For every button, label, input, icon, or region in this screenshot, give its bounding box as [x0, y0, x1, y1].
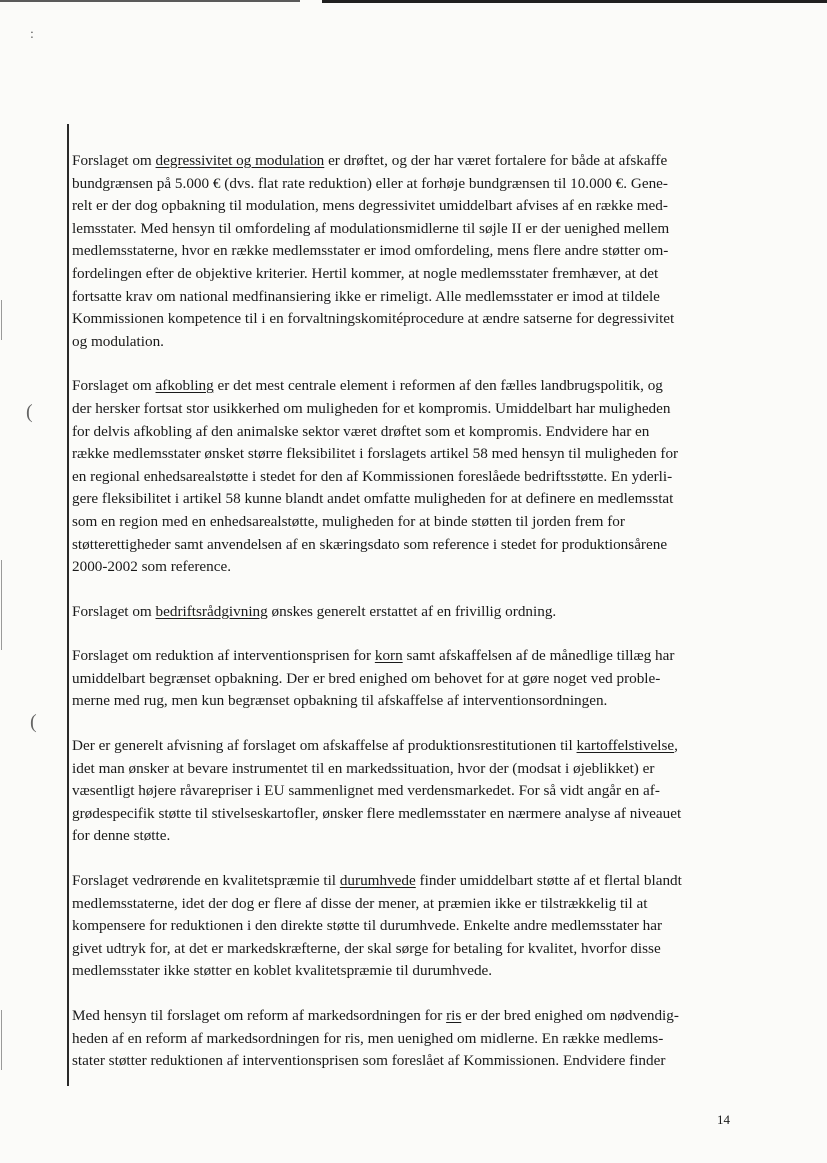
text-line — [72, 825, 742, 848]
text-segment: Forslaget vedrørende en kvalitetspræmie til — [72, 872, 340, 890]
text-line — [72, 421, 742, 444]
text-segment: Forslaget om — [72, 602, 156, 620]
text-line — [72, 960, 742, 983]
paragraph — [72, 645, 742, 713]
text-segment: Kommissionen kompetence til i en forvaltningskomitéprocedure at ændre satserne for degressivitet — [72, 310, 675, 328]
text-line — [72, 1050, 742, 1073]
text-line — [72, 870, 742, 893]
text-segment: Forslaget om — [72, 152, 156, 169]
text-line — [72, 173, 742, 196]
text-segment: støtterettigheder samt anvendelsen af en skæringsdato som reference i stedet for produktionsårene — [72, 535, 668, 553]
underlined-term: durumhvede — [339, 872, 416, 890]
text-segment: der hersker fortsat stor usikkerhed om muligheden for et kompromis. Umiddelbart har muligheden — [72, 399, 671, 417]
text-segment: for denne støtte. — [72, 827, 171, 845]
paragraph — [72, 150, 742, 353]
text-segment: for delvis afkobling af den animalske sektor været drøftet som et kompromis. Endvidere har en — [72, 422, 650, 440]
text-line — [72, 601, 742, 624]
text-segment: gere fleksibilitet i artikel 58 kunne blandt andet omfatte muligheden for at definere en medlemsstat — [72, 490, 674, 508]
text-line — [72, 938, 742, 961]
text-segment: grødespecifik støtte til stivelseskartofler, ønsker flere medlemsstater en nærmere analyse af niveauet — [72, 804, 682, 822]
text-line — [72, 466, 742, 489]
scan-left-edge-mark — [1, 300, 2, 340]
text-line — [72, 534, 742, 557]
paragraph — [72, 870, 742, 983]
text-line — [72, 735, 742, 758]
text-segment: 2000-2002 som reference. — [72, 558, 231, 576]
text-line — [72, 915, 742, 938]
text-segment: som en region med en enhedsarealstøtte, muligheden for at binde støtten til jorden frem for — [72, 512, 625, 530]
text-segment: Forslaget om — [72, 377, 156, 395]
text-line — [72, 780, 742, 803]
text-segment: idet man ønsker at bevare instrumentet til en markedssituation, hvor der (modsat i øjeblikket) er — [72, 759, 655, 777]
text-segment: medlemsstaterne, idet der dog er flere af disse der mener, at præmien ikke er tilstrækkelig til at — [72, 894, 648, 912]
text-line — [72, 398, 742, 421]
text-segment: heden af en reform af markedsordningen for ris, men uenighed om midlerne. En række medlems- — [72, 1029, 664, 1047]
text-line — [72, 286, 742, 309]
text-line — [72, 556, 742, 579]
text-line — [72, 331, 742, 354]
text-segment: er drøftet, og der har været fortalere for både at afskaffe — [324, 152, 668, 169]
paragraph — [72, 1005, 742, 1073]
text-segment: stater støtter reduktionen af interventionsprisen som foreslået af Kommissionen. Endvidere finder — [72, 1052, 666, 1070]
text-line — [72, 263, 742, 286]
text-line — [72, 308, 742, 331]
text-segment: merne med rug, men kun begrænset opbakning til afskaffelse af interventionsordningen. — [72, 692, 608, 710]
text-line — [72, 758, 742, 781]
scan-top-edge-right — [322, 0, 827, 3]
paragraph — [72, 375, 742, 578]
punch-hole-mark: ( — [30, 711, 37, 733]
text-segment: fortsatte krav om national medfinansiering ikke er rimeligt. Alle medlemsstater er imod at tildele — [72, 287, 660, 305]
text-line — [72, 668, 742, 691]
document-body — [72, 150, 742, 1095]
text-line — [72, 511, 742, 534]
text-segment: lemsstater. Med hensyn til omfordeling af modulationsmidlerne til søjle II er der uenighed mellem — [72, 219, 670, 237]
underlined-term: degressivitet og modulation — [155, 152, 325, 169]
scan-left-edge-mark — [1, 1010, 2, 1070]
scan-top-edge-left — [0, 0, 300, 2]
text-segment: en regional enhedsarealstøtte i stedet for den af Kommissionen foreslåede bedriftsstøtte. En yderli- — [72, 467, 673, 485]
text-segment: er det mest centrale element i reformen af den fælles landbrugspolitik, og — [213, 377, 663, 395]
text-segment: kompensere for reduktionen i den direkte støtte til durumhvede. Enkelte andre medlemsstater har — [72, 917, 663, 935]
text-segment: medlemsstaterne, hvor en række medlemsstater er imod omfordeling, mens flere andre støtter om- — [72, 242, 669, 260]
scan-left-edge-mark — [1, 560, 2, 650]
text-segment: medlemsstater ikke støtter en koblet kvalitetspræmie til durumhvede. — [72, 962, 493, 980]
text-line — [72, 375, 742, 398]
text-segment: bundgrænsen på 5.000 € (dvs. flat rate reduktion) eller at forhøje bundgrænsen til 10.000 €. Gene- — [72, 174, 668, 192]
text-segment: er der bred enighed om nødvendig- — [461, 1007, 679, 1024]
underlined-term: korn — [374, 647, 403, 665]
page-number: 14 — [717, 1112, 730, 1127]
text-segment: række medlemsstater ønsket større fleksibilitet i forslagets artikel 58 med hensyn til muligheden for — [72, 445, 679, 463]
text-segment: Med hensyn til forslaget om reform af markedsordningen for — [72, 1007, 447, 1024]
text-line — [72, 690, 742, 713]
text-line — [72, 488, 742, 511]
text-segment: , — [674, 737, 678, 755]
text-line — [72, 443, 742, 466]
text-line — [72, 240, 742, 263]
text-line — [72, 803, 742, 826]
paragraph — [72, 735, 742, 848]
text-segment: væsentligt højere råvarepriser i EU sammenlignet med verdensmarkedet. For så vidt angår en af- — [72, 782, 660, 800]
text-segment: fordelingen efter de objektive kriterier. Hertil kommer, at nogle medlemsstater fremhæver, at det — [72, 264, 659, 282]
text-line — [72, 1028, 742, 1051]
underlined-term: bedriftsrådgivning — [155, 602, 268, 620]
text-segment: Forslaget om reduktion af interventionsprisen for — [72, 647, 375, 665]
underlined-term: kartoffelstivelse — [576, 737, 675, 755]
text-line — [72, 195, 742, 218]
margin-change-bar — [67, 124, 69, 1086]
text-segment: og modulation. — [72, 332, 164, 350]
punch-hole-mark: ( — [26, 401, 33, 423]
text-line — [72, 645, 742, 668]
text-segment: ønskes generelt erstattet af en frivillig ordning. — [267, 602, 557, 620]
text-segment: umiddelbart begrænset opbakning. Der er bred enighed om behovet for at gøre noget ved proble- — [72, 669, 661, 687]
text-segment: relt er der dog opbakning til modulation, mens degressivitet umiddelbart afvises af en række med- — [72, 197, 668, 215]
text-line — [72, 1005, 742, 1028]
text-segment: givet udtryk for, at det er markedskræfterne, der skal sørge for betaling for kvalitet, hvorfor disse — [72, 939, 661, 957]
text-segment: finder umiddelbart støtte af et flertal blandt — [415, 872, 682, 890]
scan-speck: : — [30, 27, 34, 42]
text-segment: Der er generelt afvisning af forslaget om afskaffelse af produktionsrestitutionen til — [72, 737, 577, 755]
underlined-term: afkobling — [155, 377, 214, 395]
underlined-term: ris — [446, 1007, 462, 1024]
text-line — [72, 893, 742, 916]
text-line — [72, 150, 742, 173]
text-line — [72, 218, 742, 241]
paragraph — [72, 601, 742, 624]
text-segment: samt afskaffelsen af de månedlige tillæg har — [402, 647, 675, 665]
